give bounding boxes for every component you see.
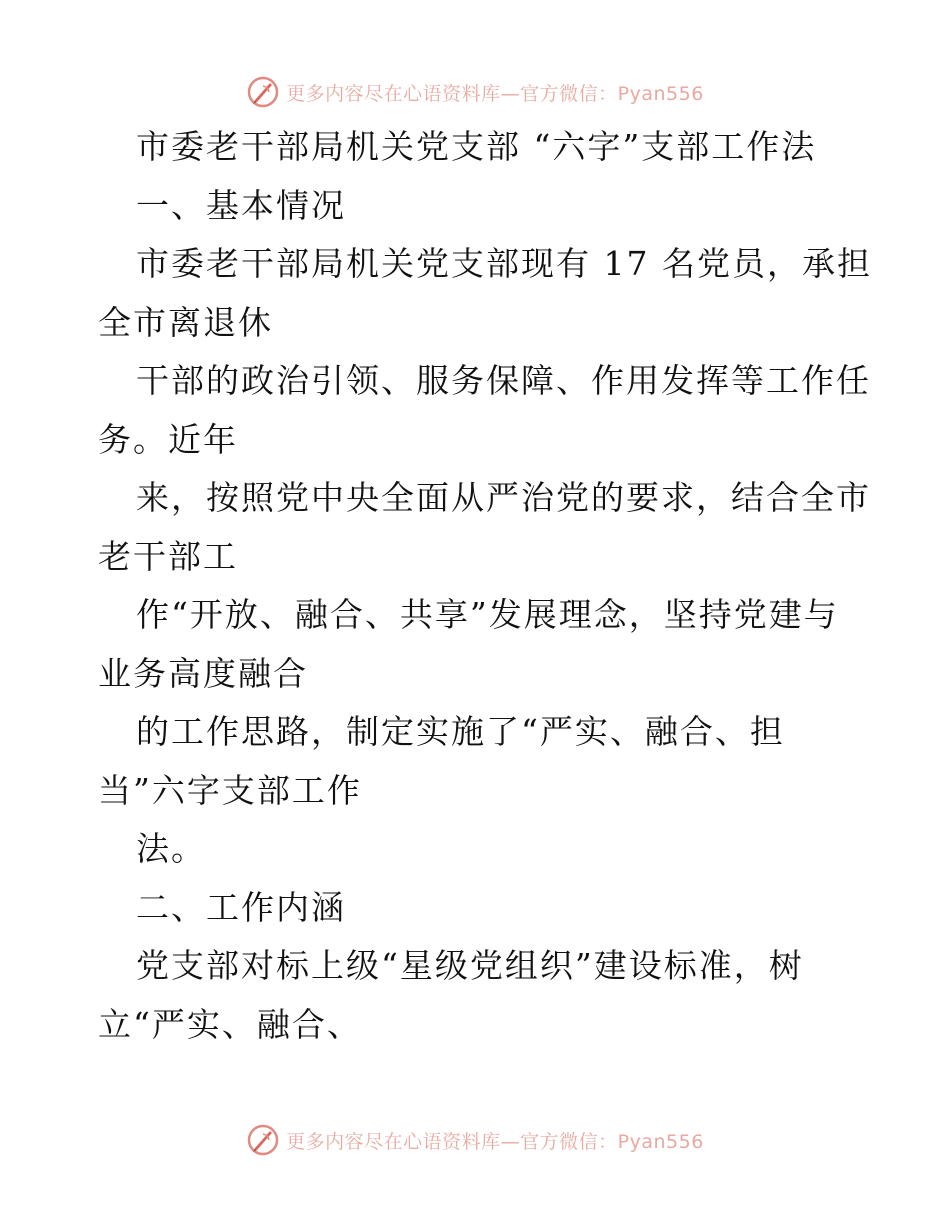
quill-pen-icon	[246, 1123, 280, 1157]
text-line: 一、基本情况	[136, 185, 346, 225]
text-line: 业务高度融合	[98, 653, 308, 693]
watermark-text: 更多内容尽在心语资料库—官方微信：Pyan556	[286, 1130, 704, 1153]
text-line: 法。	[136, 829, 206, 868]
text-line: 市委老干部局机关党支部现有 17 名党员，承担	[136, 244, 872, 283]
text-line: 务。近年	[98, 419, 238, 459]
text-line: 干部的政治引领、服务保障、作用发挥等工作任	[136, 361, 871, 400]
watermark-text: 更多内容尽在心语资料库—官方微信：Pyan556	[286, 82, 704, 105]
text-line: 老干部工	[98, 536, 238, 576]
watermark-header	[0, 72, 950, 112]
text-line: 二、工作内涵	[136, 887, 346, 927]
text-line: 当”六字支部工作	[98, 770, 362, 810]
document-body	[98, 118, 872, 1054]
quill-pen-icon	[246, 75, 280, 109]
text-line: 来，按照党中央全面从严治党的要求，结合全市	[136, 478, 871, 517]
text-line: 市委老干部局机关党支部 “六字”支部工作法	[136, 127, 817, 166]
text-line: 作“开放、融合、共享”发展理念，坚持党建与	[136, 595, 839, 634]
text-line: 立“严实、融合、	[98, 1004, 362, 1044]
text-line: 党支部对标上级“星级党组织”建设标准，树	[136, 946, 804, 985]
text-line: 全市离退休	[98, 302, 273, 342]
text-line: 的工作思路，制定实施了“严实、融合、担	[136, 712, 785, 751]
watermark-footer	[0, 1120, 950, 1160]
